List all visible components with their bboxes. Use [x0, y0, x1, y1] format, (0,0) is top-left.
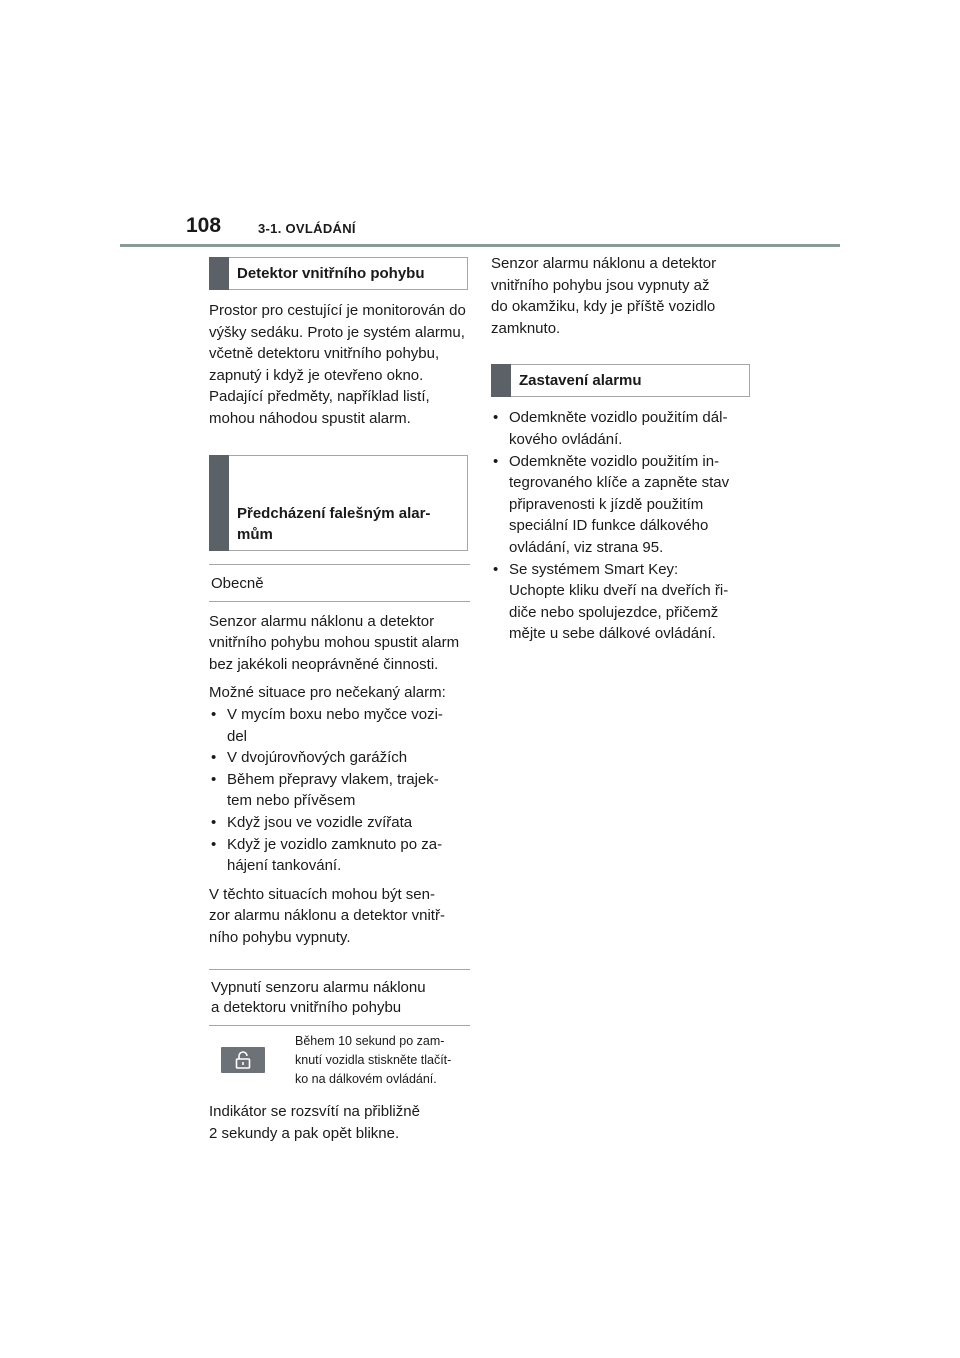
list-item: • Když jsou ve vozidle zvířata: [209, 812, 471, 834]
list-item: • Během přepravy vlakem, trajek- tem nebo přívěsem: [209, 769, 471, 812]
heading-false-alarms: [209, 455, 468, 551]
list-item: • Odemkněte vozidlo použitím dál- kového ovládání.: [491, 407, 753, 450]
unlock-icon: [221, 1047, 265, 1073]
page-number: 108: [186, 214, 222, 237]
list-item: • V mycím boxu nebo myčce vozi- del: [209, 704, 471, 747]
right-column: [491, 253, 753, 645]
note-text: Během 10 sekund po zam- knutí vozidla stiskněte tlačít- ko na dálkovém ovládání.: [295, 1034, 452, 1087]
heading-interior-motion-label: Detektor vnitřního pohybu: [237, 265, 425, 282]
heading-stop-alarm-label: Zastavení alarmu: [519, 372, 642, 390]
list-item: • V dvojúrovňových garážích: [209, 747, 471, 769]
header-rule: [120, 244, 840, 247]
heading-bar: [209, 455, 229, 551]
interior-motion-text: Prostor pro cestující je monitorován do výšky sedáku. Proto je systém alarmu, včetně detektoru vnitřního pohybu, zapnutý i když je otevřeno okno. Padající předměty, například listí, mohou náhodou spustit alarm.: [209, 302, 466, 427]
off-until-lock-text: Senzor alarmu náklonu a detektor vnitřního pohybu jsou vypnuty až do okamžiku, kdy je příště vozidlo zamknuto.: [491, 255, 717, 337]
lock-glyph: [235, 1051, 251, 1069]
stop-steps-list: [491, 407, 753, 645]
situations-list: [209, 704, 471, 877]
section-title: 3-1. OVLÁDÁNÍ: [258, 221, 356, 236]
left-column: [209, 257, 471, 1145]
indicator-text: Indikátor se rozsvítí na přibližně 2 sekundy a pak opět blikne.: [209, 1103, 420, 1143]
situations-intro: Možné situace pro nečekaný alarm:: [209, 684, 446, 702]
list-item: • Se systémem Smart Key: Uchopte kliku dveří na dveřích ři- diče nebo spolujezdce, přičemž mějte u sebe dálkové ovládání.: [491, 559, 753, 645]
general-text: Senzor alarmu náklonu a detektor vnitřního pohybu mohou spustit alarm bez jakékoli neoprávněné činnosti.: [209, 612, 460, 673]
subhead-general: Obecně: [209, 564, 470, 602]
situations-outro: V těchto situacích mohou být sen- zor alarmu náklonu a detektor vnitř- ního pohybu vypnuty.: [209, 885, 445, 946]
heading-bar: [491, 364, 511, 397]
list-item: • Odemkněte vozidlo použitím in- tegrovaného klíče a zapněte stav připravenosti k jízdě použitím speciální ID funkce dálkového ovládání, viz strana 95.: [491, 451, 753, 559]
heading-interior-motion: [209, 257, 468, 290]
note-row: [209, 1032, 471, 1089]
heading-false-alarms-label: Předcházení falešným alar- mům: [237, 504, 431, 543]
list-item: • Když je vozidlo zamknuto po za- hájení tankování.: [209, 834, 471, 877]
heading-bar: [209, 257, 229, 290]
subhead-disable: Vypnutí senzoru alarmu náklonu a detektoru vnitřního pohybu: [209, 969, 470, 1026]
heading-stop-alarm: [491, 364, 750, 397]
